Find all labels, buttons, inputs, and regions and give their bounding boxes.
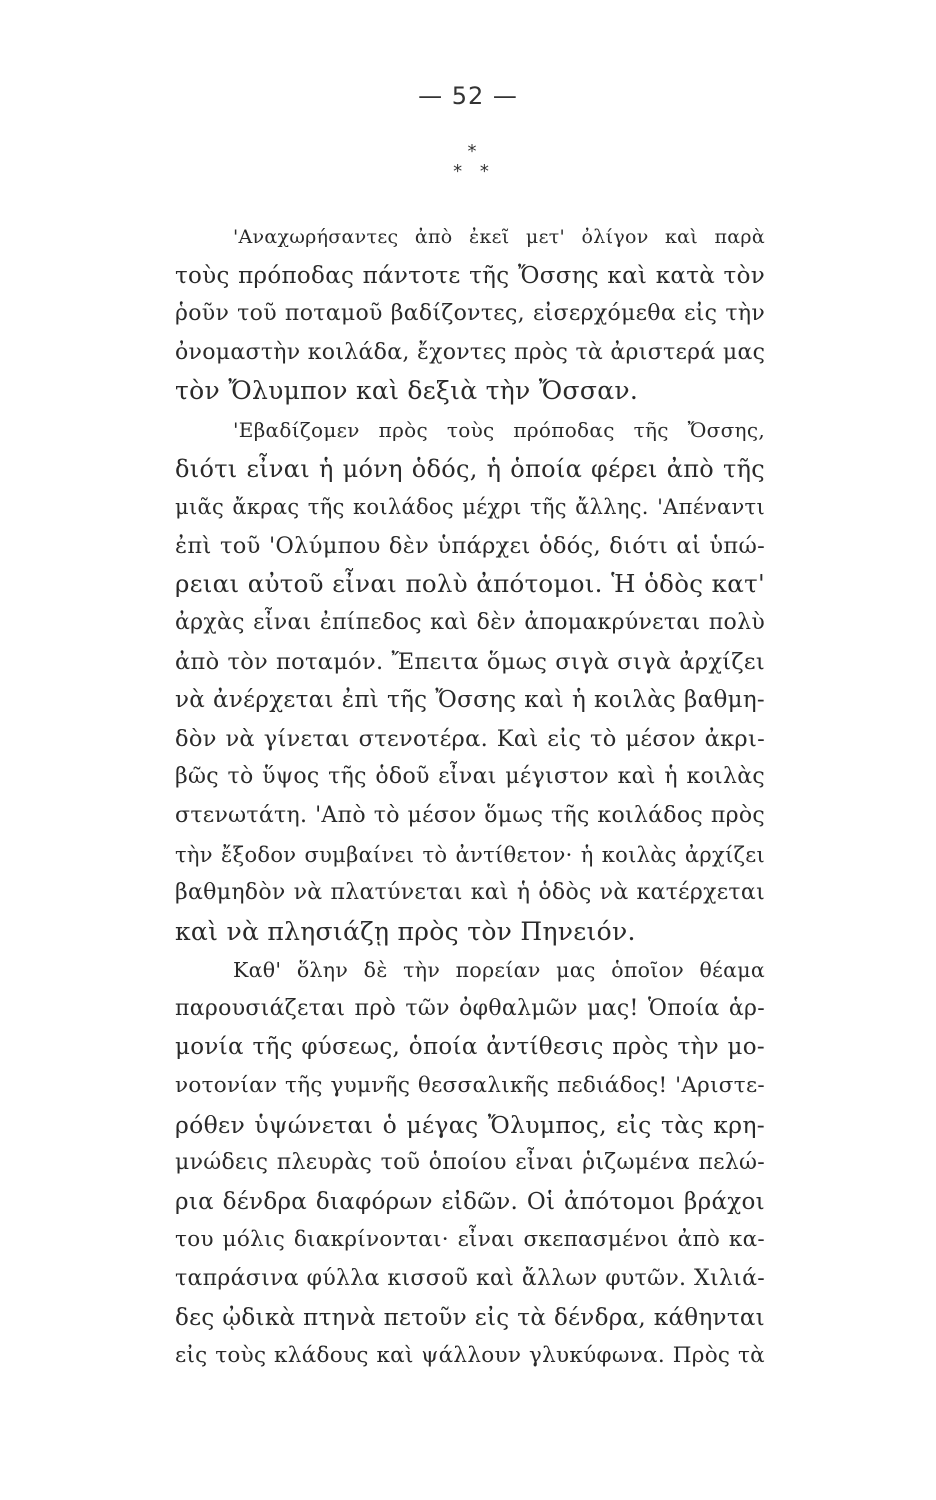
text-line: τὸν Ὄλυμπον καὶ δεξιὰ τὴν Ὄσσαν.: [175, 376, 639, 406]
text-line: παρουσιάζεται πρὸ τῶν ὀφθαλμῶν μας! Ὁποία ἁρ-: [175, 995, 765, 1021]
text-line: μιᾶς ἄκρας τῆς κοιλάδος μέχρι τῆς ἄλλης. 'Απέναντι: [175, 495, 765, 520]
text-line: ἀπὸ τὸν ποταμόν. Ἔπειτα ὅμως σιγὰ σιγὰ ἀρχίζει: [175, 648, 765, 675]
text-line: ἀρχὰς εἶναι ἐπίπεδος καὶ δὲν ἀπομακρύνεται πολὺ: [175, 609, 765, 635]
text-line: τὴν ἔξοδον συμβαίνει τὸ ἀντίθετον· ἡ κοιλὰς ἀρχίζει: [175, 842, 765, 867]
text-line: ρια δένδρα διαφόρων εἰδῶν. Οἱ ἀπότομοι βράχοι: [175, 1188, 765, 1215]
page-number: — 52 —: [418, 82, 518, 110]
text-line: του μόλις διακρίνονται· εἶναι σκεπασμένοι ἀπὸ κα-: [175, 1227, 765, 1253]
text-line: ὀνομαστὴν κοιλάδα, ἔχοντες πρὸς τὰ ἀριστερά μας: [175, 339, 766, 365]
text-line: διότι εἶναι ἡ μόνη ὁδός, ἡ ὁποία φέρει ἀπὸ τῆς: [175, 454, 765, 483]
text-line: δες ᾠδικὰ πτηνὰ πετοῦν εἰς τὰ δένδρα, κάθηνται: [175, 1304, 765, 1331]
text-line: μονία τῆς φύσεως, ὁποία ἀντίθεσις πρὸς τὴν μο-: [175, 1034, 765, 1061]
text-line: 'Εβαδίζομεν πρὸς τοὺς πρόποδας τῆς Ὄσσης,: [233, 417, 765, 442]
text-line: βῶς τὸ ὕψος τῆς ὁδοῦ εἶναι μέγιστον καὶ ἡ κοιλὰς: [175, 764, 765, 790]
asterism-top: *: [467, 141, 477, 162]
text-line: καὶ νὰ πλησιάζῃ πρὸς τὸν Πηνειόν.: [175, 916, 636, 946]
text-line: νοτονίαν τῆς γυμνῆς θεσσαλικῆς πεδιάδος! 'Αριστε-: [175, 1073, 765, 1099]
text-line: ταπράσινα φύλλα κισσοῦ καὶ ἄλλων φυτῶν. Χιλιά-: [175, 1266, 765, 1292]
text-line: ἐπὶ τοῦ 'Ολύμπου δὲν ὑπάρχει ὁδός, διότι αἱ ὑπώ-: [175, 532, 765, 559]
text-line: δὸν νὰ γίνεται στενοτέρα. Καὶ εἰς τὸ μέσον ἀκρι-: [175, 725, 765, 752]
text-line: στενωτάτη. 'Απὸ τὸ μέσον ὅμως τῆς κοιλάδος πρὸς: [175, 802, 765, 828]
text-line: ρειαι αὐτοῦ εἶναι πολὺ ἀπότομοι. Ἡ ὁδὸς κατ': [175, 569, 765, 599]
text-line: τοὺς πρόποδας πάντοτε τῆς Ὄσσης καὶ κατὰ τὸν: [175, 262, 765, 289]
text-line: εἰς τοὺς κλάδους καὶ ψάλλουν γλυκύφωνα. Πρὸς τὰ: [175, 1343, 765, 1369]
section-break-asterism: [0, 142, 936, 182]
text-line: 'Αναχωρήσαντες ἀπὸ ἐκεῖ μετ' ὀλίγον καὶ παρὰ: [233, 226, 765, 248]
text-line: ῥοῦν τοῦ ποταμοῦ βαδίζοντες, εἰσερχόμεθα εἰς τὴν: [175, 301, 765, 327]
asterism-bottom: * *: [453, 161, 495, 182]
body-text: [175, 218, 765, 1376]
text-line: ρόθεν ὑψώνεται ὁ μέγας Ὄλυμπος, εἰς τὰς κρη-: [175, 1110, 765, 1139]
text-line: μνώδεις πλευρὰς τοῦ ὁποίου εἶναι ῥιζωμένα πελώ-: [175, 1150, 765, 1176]
text-line: νὰ ἀνέρχεται ἐπὶ τῆς Ὄσσης καὶ ἡ κοιλὰς βαθμη-: [175, 687, 765, 714]
text-line: βαθμηδὸν νὰ πλατύνεται καὶ ἡ ὁδὸς νὰ κατέρχεται: [175, 880, 765, 906]
text-line: Καθ' ὅλην δὲ τὴν πορείαν μας ὁποῖον θέαμα: [233, 958, 765, 983]
